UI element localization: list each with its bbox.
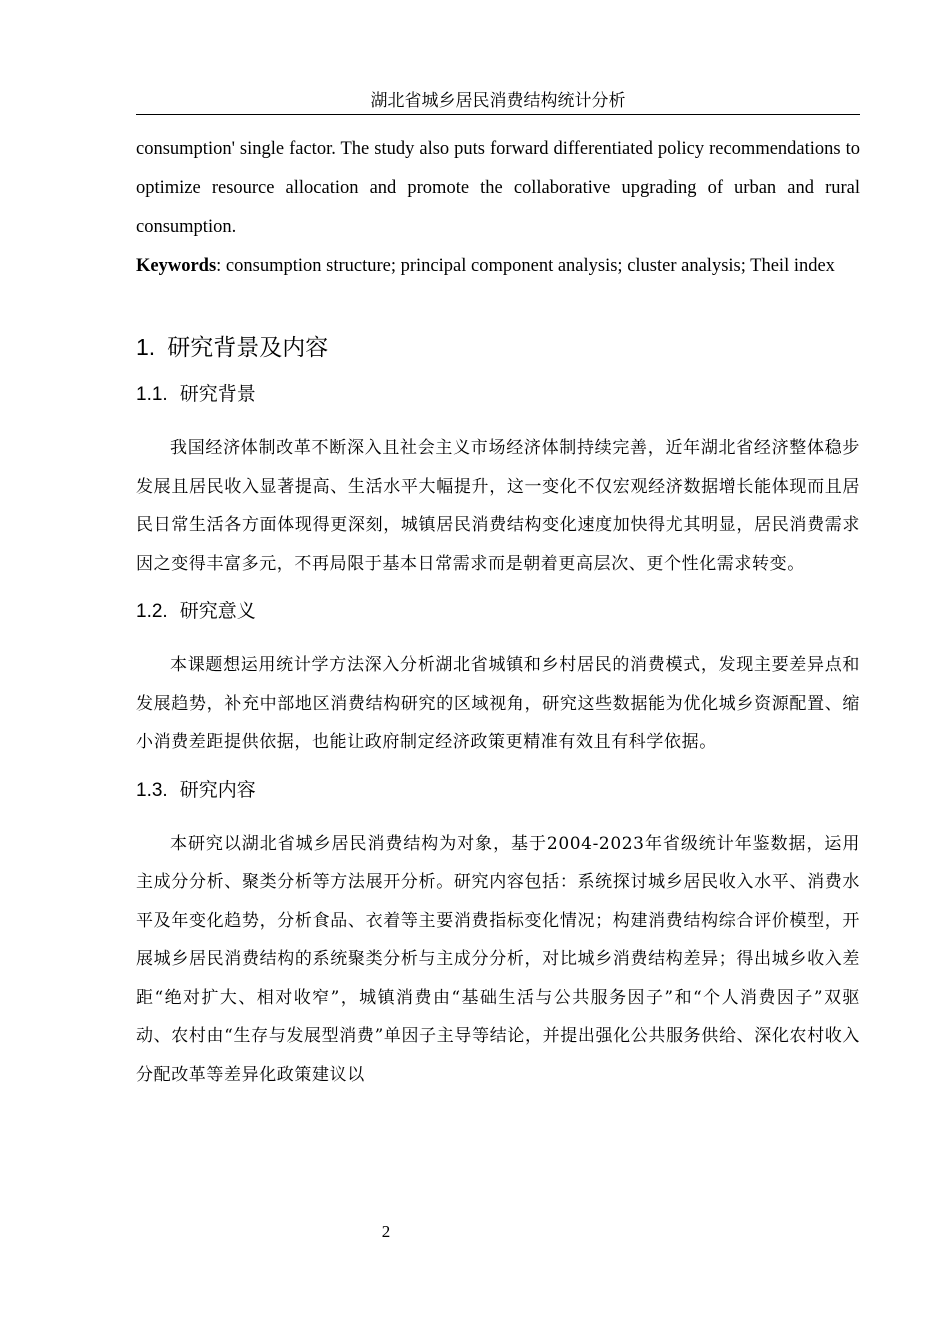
subsection-title: 研究意义 [179, 600, 256, 622]
running-header: 湖北省城乡居民消费结构统计分析 [136, 88, 860, 115]
abstract-continuation: consumption' single factor. The study also puts forward differentiated policy recommendations to optimize resource allocation and promote the collaborative upgrading of urban and rural consumption. [136, 139, 860, 237]
page-body [136, 130, 860, 1094]
paragraph-research-background: 我国经济体制改革不断深入且社会主义市场经济体制持续完善，近年湖北省经济整体稳步发展且居民收入显著提高、生活水平大幅提升，这一变化不仅宏观经济数据增长能体现而且居民日常生活各方面体现得更深刻，城镇居民消费结构变化速度加快得尤其明显，居民消费需求因之变得丰富多元，不再局限于基本日常需求而是朝着更高层次、更个性化需求转变。 [136, 438, 860, 574]
subsection-heading-1-1 [136, 374, 860, 415]
paragraph-research-content: 本研究以湖北省城乡居民消费结构为对象，基于2004-2023年省级统计年鉴数据，运用主成分分析、聚类分析等方法展开分析。研究内容包括：系统探讨城乡居民收入水平、消费水平及年变化趋势，分析食品、衣着等主要消费指标变化情况；构建消费结构综合评价模型，开展城乡居民消费结构的系统聚类分析与主成分分析，对比城乡消费结构差异；得出城乡收入差距“绝对扩大、相对收窄”，城镇消费由“基础生活与公共服务因子”和“个人消费因子”双驱动、农村由“生存与发展型消费”单因子主导等结论，并提出强化公共服务供给、深化农村收入分配改革等差异化政策建议以 [136, 833, 860, 1085]
subsection-number: 1.2. [136, 601, 168, 622]
section-number: 1. [136, 334, 156, 360]
subsection-title: 研究背景 [179, 383, 256, 405]
keywords-label: Keywords [136, 256, 217, 276]
page-number: 2 [381, 1222, 391, 1241]
subsection-number: 1.3. [136, 779, 168, 801]
keywords-text: : consumption structure; principal component analysis; cluster analysis; Theil index [216, 256, 835, 276]
subsection-heading-1-3 [136, 770, 860, 811]
subsection-title: 研究内容 [179, 778, 256, 801]
subsection-heading-1-2 [136, 591, 860, 632]
section-heading-1 [136, 323, 860, 372]
paragraph-research-significance: 本课题想运用统计学方法深入分析湖北省城镇和乡村居民的消费模式，发现主要差异点和发展趋势，补充中部地区消费结构研究的区域视角，研究这些数据能为优化城乡资源配置、缩小消费差距提供依据，也能让政府制定经济政策更精准有效且有科学依据。 [136, 655, 860, 752]
section-title: 研究背景及内容 [167, 335, 329, 361]
keywords-line [136, 247, 860, 285]
subsection-number: 1.1. [136, 384, 168, 405]
